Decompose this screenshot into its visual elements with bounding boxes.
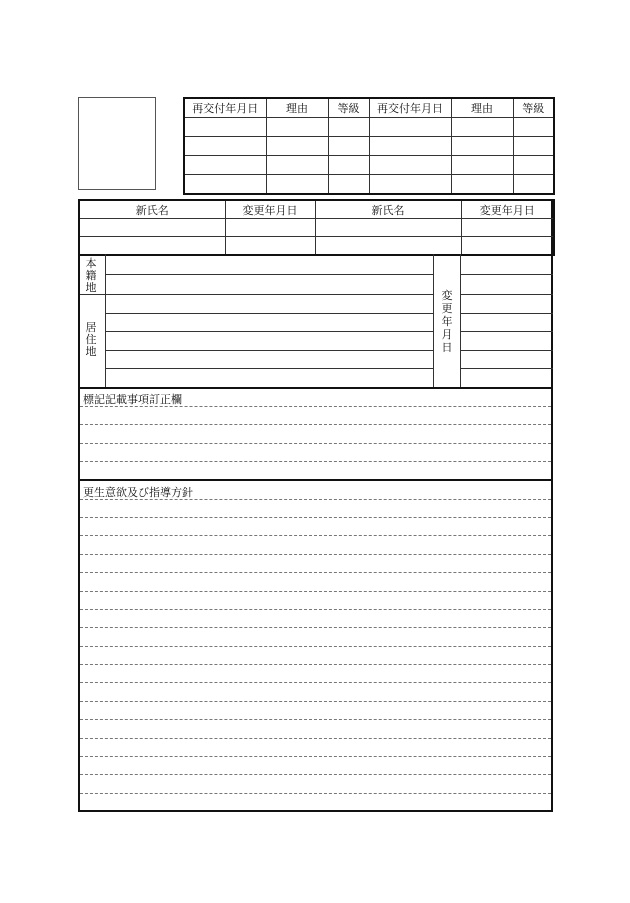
policy-line[interactable]	[80, 627, 551, 628]
policy-line[interactable]	[80, 554, 551, 555]
address-line[interactable]	[106, 294, 433, 295]
change-date-line[interactable]	[461, 350, 553, 351]
photo-box	[78, 97, 156, 190]
policy-line[interactable]	[80, 682, 551, 683]
policy-line[interactable]	[80, 719, 551, 720]
name-change-table	[78, 199, 555, 256]
address-line[interactable]	[106, 331, 433, 332]
policy-line[interactable]	[80, 517, 551, 518]
table-row	[184, 137, 554, 156]
change-date-label: 変更年月日	[441, 289, 453, 354]
policy-line[interactable]	[80, 535, 551, 536]
policy-line[interactable]	[80, 738, 551, 739]
name-header-row	[79, 200, 554, 219]
policy-line[interactable]	[80, 609, 551, 610]
header-new-name-1: 新氏名	[79, 200, 225, 219]
policy-line[interactable]	[80, 793, 551, 794]
correction-section-border	[78, 387, 553, 389]
policy-section-border	[78, 479, 553, 481]
address-line[interactable]	[106, 313, 433, 314]
correction-line[interactable]	[80, 461, 551, 462]
address-line[interactable]	[106, 274, 433, 275]
correction-line[interactable]	[80, 424, 551, 425]
header-reason-1: 理由	[266, 98, 328, 118]
correction-line[interactable]	[80, 443, 551, 444]
policy-line[interactable]	[80, 646, 551, 647]
policy-line[interactable]	[80, 664, 551, 665]
table-row	[184, 156, 554, 175]
table-row	[79, 237, 554, 256]
policy-line[interactable]	[80, 499, 551, 500]
header-change-date-2: 変更年月日	[461, 200, 554, 219]
correction-line[interactable]	[80, 406, 551, 407]
header-change-date-1: 変更年月日	[225, 200, 315, 219]
address-label-separator	[80, 294, 106, 295]
policy-line[interactable]	[80, 572, 551, 573]
change-date-line[interactable]	[461, 274, 553, 275]
header-new-name-2: 新氏名	[315, 200, 461, 219]
change-date-line[interactable]	[461, 294, 553, 295]
header-grade-2: 等級	[513, 98, 554, 118]
change-date-line[interactable]	[461, 331, 553, 332]
honseki-label: 本籍地	[85, 257, 97, 294]
header-reissue-date-1: 再交付年月日	[184, 98, 266, 118]
table-row	[79, 219, 554, 237]
header-reason-2: 理由	[451, 98, 513, 118]
header-grade-1: 等級	[328, 98, 369, 118]
policy-line[interactable]	[80, 774, 551, 775]
reissue-header-row	[184, 98, 554, 118]
residence-label: 居住地	[85, 321, 97, 358]
table-row	[184, 175, 554, 195]
address-date-divider-left	[433, 254, 434, 387]
address-line[interactable]	[106, 350, 433, 351]
correction-section-title: 標記記載事項訂正欄	[83, 393, 182, 406]
change-date-line[interactable]	[461, 368, 553, 369]
reissue-table	[183, 97, 555, 195]
policy-line[interactable]	[80, 701, 551, 702]
policy-section-title: 更生意欲及び指導方針	[83, 486, 193, 499]
change-date-line[interactable]	[461, 313, 553, 314]
address-line[interactable]	[106, 368, 433, 369]
table-row	[184, 118, 554, 137]
policy-line[interactable]	[80, 591, 551, 592]
policy-line[interactable]	[80, 756, 551, 757]
header-reissue-date-2: 再交付年月日	[369, 98, 451, 118]
